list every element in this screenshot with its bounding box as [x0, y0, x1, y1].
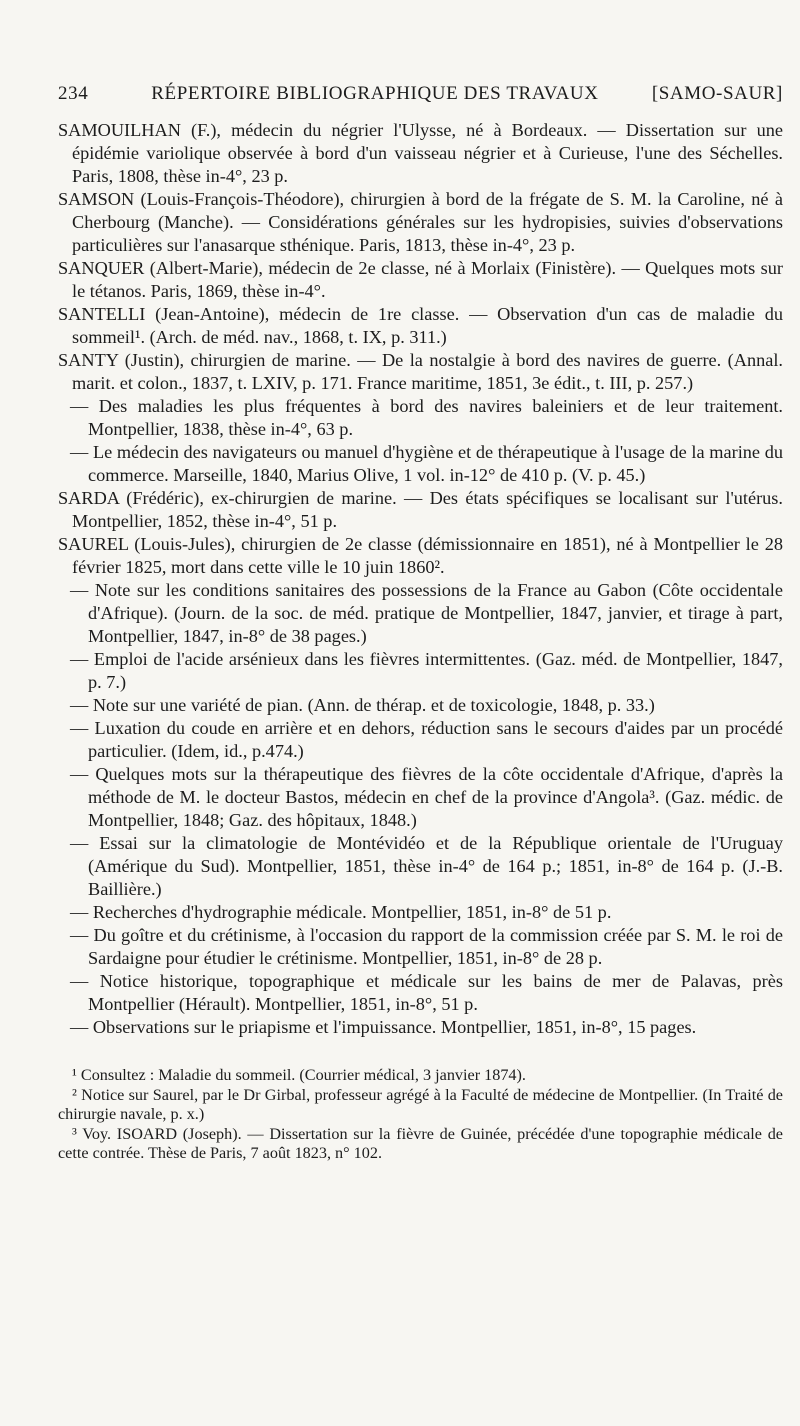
sub-entry: — Observations sur le priapisme et l'impuissance. Montpellier, 1851, in-8°, 15 pages. [70, 1017, 697, 1037]
footnote-text: Voy. ISOARD (Joseph). — Dissertation sur la fièvre de Guinée, précédée d'une topographie médicale de cette contrée. Thèse de Paris, 7 août 1823, n° 102. [58, 1124, 783, 1162]
sub-entry: — Du goître et du crétinisme, à l'occasion du rapport de la commission créée par S. M. le roi de Sardaigne pour étudier le crétinisme. Montpellier, 1851, in-8° de 28 p. [70, 925, 783, 968]
sub-entry: — Quelques mots sur la thérapeutique des fièvres de la côte occidentale d'Afrique, d'après la méthode de M. le docteur Bastos, médecin en chef de la province d'Angola³. (Gaz. médic. de Montpellier, 1848; Gaz. des hôpitaux, 1848.) [70, 764, 783, 830]
footnote [58, 1066, 783, 1086]
alphabetical-range: [SAMO-SAUR] [651, 83, 783, 104]
author-entry: SANTELLI (Jean-Antoine), médecin de 1re classe. — Observation d'un cas de maladie du sommeil¹. (Arch. de méd. nav., 1868, t. IX, p. 311.) [58, 304, 783, 347]
sub-entry: — Des maladies les plus fréquentes à bord des navires baleiniers et de leur traitement. Montpellier, 1838, thèse in-4°, 63 p. [70, 396, 783, 439]
author-entry: SARDA (Frédéric), ex-chirurgien de marine. — Des états spécifiques se localisant sur l'utérus. Montpellier, 1852, thèse in-4°, 51 p. [58, 488, 783, 531]
footnote-mark: ² [72, 1085, 77, 1104]
author-entry: SANQUER (Albert-Marie), médecin de 2e classe, né à Morlaix (Finistère). — Quelques mots sur le tétanos. Paris, 1869, thèse in-4°. [58, 258, 783, 301]
footnote-text: Notice sur Saurel, par le Dr Girbal, professeur agrégé à la Faculté de médecine de Montpellier. (In Traité de chirurgie navale, p. x.) [58, 1085, 783, 1123]
footnote [58, 1125, 783, 1164]
sub-entry: — Le médecin des navigateurs ou manuel d'hygiène et de thérapeutique à l'usage de la marine du commerce. Marseille, 1840, Marius Olive, 1 vol. in-12° de 410 p. (V. p. 45.) [70, 442, 783, 485]
footnote-mark: ³ [72, 1124, 77, 1143]
running-title: RÉPERTOIRE BIBLIOGRAPHIQUE DES TRAVAUX [151, 83, 599, 104]
author-entry: SAMOUILHAN (F.), médecin du négrier l'Ulysse, né à Bordeaux. — Dissertation sur une épidémie variolique observée à bord d'un vaisseau négrier et à Curieuse, l'une des Séchelles. Paris, 1808, thèse in-4°, 23 p. [58, 120, 783, 186]
bibliography-entries [58, 119, 783, 1039]
page-header [58, 82, 783, 105]
author-entry: SAUREL (Louis-Jules), chirurgien de 2e classe (démissionnaire en 1851), né à Montpellier le 28 février 1825, mort dans cette ville le 10 juin 1860². [58, 534, 783, 577]
footnote-text: Consultez : Maladie du sommeil. (Courrier médical, 3 janvier 1874). [80, 1066, 526, 1084]
footnote [58, 1086, 783, 1125]
footnote-mark: ¹ [72, 1066, 77, 1084]
document-page [58, 82, 783, 1164]
footnotes [58, 1066, 783, 1164]
sub-entry: — Luxation du coude en arrière et en dehors, réduction sans le secours d'aides par un procédé particulier. (Idem, id., p.474.) [70, 718, 783, 761]
sub-entry: — Note sur les conditions sanitaires des possessions de la France au Gabon (Côte occidentale d'Afrique). (Journ. de la soc. de méd. pratique de Montpellier, 1847, janvier, et tirage à part, Montpellier, 1847, in-8° de 38 pages.) [70, 580, 783, 646]
sub-entry: — Essai sur la climatologie de Montévidéo et de la République orientale de l'Uruguay (Amérique du Sud). Montpellier, 1851, thèse in-4° de 164 p.; 1851, in-8° de 164 p. (J.-B. Baillière.) [70, 833, 783, 899]
author-entry: SANTY (Justin), chirurgien de marine. — De la nostalgie à bord des navires de guerre. (Annal. marit. et colon., 1837, t. LXIV, p. 171. France maritime, 1851, 3e édit., t. III, p. 257.) [58, 350, 783, 393]
sub-entry: — Recherches d'hydrographie médicale. Montpellier, 1851, in-8° de 51 p. [70, 902, 612, 922]
sub-entry: — Notice historique, topographique et médicale sur les bains de mer de Palavas, près Montpellier (Hérault). Montpellier, 1851, in-8°, 51 p. [70, 971, 783, 1014]
sub-entry: — Emploi de l'acide arsénieux dans les fièvres intermittentes. (Gaz. méd. de Montpellier, 1847, p. 7.) [70, 649, 783, 692]
author-entry: SAMSON (Louis-François-Théodore), chirurgien à bord de la frégate de S. M. la Caroline, né à Cherbourg (Manche). — Considérations générales sur les hydropisies, suivies d'observations particulières sur l'anasarque sthénique. Paris, 1813, thèse in-4°, 23 p. [58, 189, 783, 255]
sub-entry: — Note sur une variété de pian. (Ann. de thérap. et de toxicologie, 1848, p. 33.) [70, 695, 655, 715]
page-number: 234 [58, 83, 89, 104]
